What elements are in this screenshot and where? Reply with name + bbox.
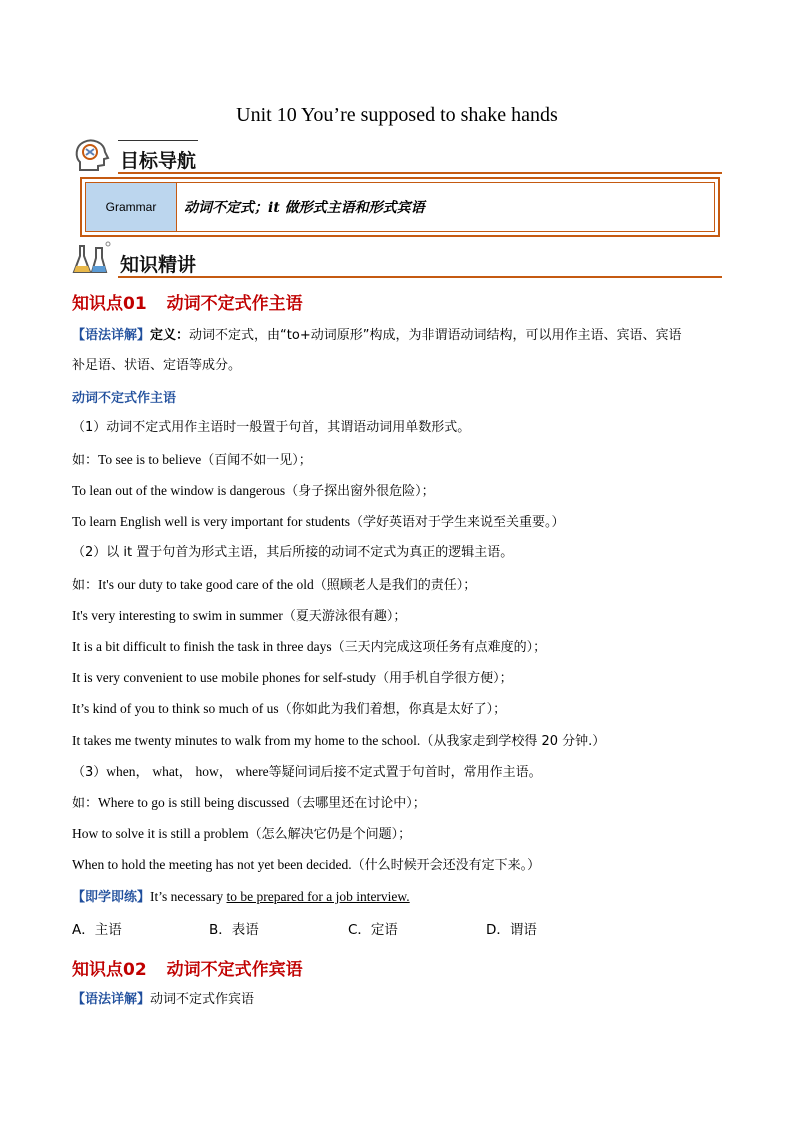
option-c[interactable]: C．定语	[348, 922, 398, 938]
brain-head-icon	[72, 136, 112, 176]
example-10-en: Where to go is still being discussed	[98, 795, 290, 810]
header-topline	[118, 140, 198, 141]
example-6-cn: （三天内完成这项任务有点难度的）；	[331, 640, 547, 655]
example-11	[72, 824, 732, 845]
grammar-table-col1: Grammar	[86, 183, 177, 231]
example-prefix: 如：	[72, 453, 99, 468]
knowledge-section-label: 知识精讲	[120, 254, 197, 276]
example-9-cn: （从我家走到学校得 20 分钟.）	[420, 734, 606, 749]
example-1	[72, 450, 732, 471]
example-12-en: When to hold the meeting has not yet been decided.	[72, 857, 352, 872]
example-8	[72, 699, 732, 720]
example-prefix: 如：	[72, 796, 99, 811]
kp1-rule3	[72, 762, 732, 783]
goal-section-rule	[118, 172, 722, 174]
example-6	[72, 637, 732, 658]
goal-section-label: 目标导航	[120, 150, 197, 172]
example-2	[72, 481, 732, 502]
option-d[interactable]: D．谓语	[486, 922, 537, 938]
practice-underlined: to be prepared for a job interview.	[226, 889, 410, 904]
example-10-cn: （去哪里还在讨论中）；	[289, 796, 426, 811]
example-3	[72, 512, 732, 533]
example-6-en: It is a bit difficult to finish the task in three days	[72, 639, 332, 654]
kp2-detail	[72, 990, 732, 1010]
example-1-en: To see is to believe	[98, 452, 202, 467]
practice-tag: 【即学即练】	[72, 890, 151, 905]
kp2-detail-text: 动词不定式作宾语	[150, 992, 255, 1007]
kp1-rule2: （2）以 it 置于句首为形式主语，其后所接的动词不定式为真正的逻辑主语。	[72, 545, 514, 560]
example-9-en: It takes me twenty minutes to walk from my home to the school.	[72, 733, 421, 748]
knowledge-point-01-heading	[72, 289, 303, 314]
knowledge-section-header	[72, 238, 722, 282]
example-12-cn: （什么时候开会还没有定下来。）	[351, 858, 541, 873]
example-2-en: To lean out of the window is dangerous	[72, 483, 286, 498]
kp1-title: 动词不定式作主语	[166, 294, 303, 314]
example-prefix: 如：	[72, 578, 99, 593]
kp1-detail-line2: 补足语、状语、定语等成分。	[72, 358, 242, 373]
example-7-en: It is very convenient to use mobile phones for self-study	[72, 670, 377, 685]
option-b[interactable]: B．表语	[209, 922, 259, 938]
example-3-cn: （学好英语对于学生来说至关重要。）	[350, 515, 565, 530]
example-9	[72, 731, 732, 752]
kp1-number: 知识点01	[72, 294, 147, 314]
kp1-detail-def: 定义：	[150, 328, 190, 343]
goal-section-header	[72, 136, 722, 180]
kp1-detail-text1: 动词不定式，由“to+动词原形”构成，为非谓语动词结构，可以用作主语、宾语、宾语	[189, 328, 682, 343]
kp1-rule1: （1）动词不定式用作主语时一般置于句首，其谓语动词用单数形式。	[72, 420, 471, 435]
example-3-en: To learn English well is very important for students	[72, 514, 351, 529]
example-7-cn: （用手机自学很方便）；	[376, 671, 513, 686]
practice-text: It’s necessary	[150, 889, 227, 904]
grammar-table-col2: 动词不定式；it 做形式主语和形式宾语	[184, 200, 425, 216]
practice-options	[72, 918, 722, 940]
grammar-table	[80, 177, 720, 237]
example-7	[72, 668, 732, 689]
kp2-title: 动词不定式作宾语	[166, 960, 303, 980]
example-11-cn: （怎么解决它仍是个问题）；	[248, 827, 412, 842]
example-5	[72, 606, 732, 627]
knowledge-section-rule	[118, 276, 722, 278]
rule3-text: 等疑问词后接不定式置于句首时，常用作主语。	[268, 765, 542, 780]
kp1-subheading: 动词不定式作主语	[72, 391, 177, 406]
example-5-cn: （夏天游泳很有趣）；	[282, 609, 407, 624]
kp2-detail-tag: 【语法详解】	[72, 992, 151, 1007]
example-4	[72, 575, 732, 596]
page-title: Unit 10 You’re supposed to shake hands	[236, 104, 558, 126]
example-2-cn: （身子探出窗外很危险）；	[285, 484, 435, 499]
example-8-cn: （你如此为我们着想，你真是太好了）；	[278, 702, 507, 717]
example-4-en: It's our duty to take good care of the old	[98, 577, 314, 592]
rule3-words: when， what， how， where	[106, 764, 269, 779]
example-8-en: It’s kind of you to think so much of us	[72, 701, 279, 716]
example-10	[72, 793, 732, 814]
practice-question	[72, 887, 732, 908]
kp1-detail-tag: 【语法详解】	[72, 328, 151, 343]
knowledge-point-02-heading	[72, 955, 303, 980]
flask-icon	[72, 238, 112, 278]
rule3-prefix: （3）	[72, 765, 107, 780]
example-11-en: How to solve it is still a problem	[72, 826, 249, 841]
option-a[interactable]: A．主语	[72, 922, 122, 938]
kp1-detail-line1	[72, 326, 732, 346]
example-1-cn: （百闻不如一见）；	[201, 453, 312, 468]
example-5-en: It's very interesting to swim in summer	[72, 608, 283, 623]
grammar-table-inner	[85, 182, 715, 232]
example-12	[72, 855, 732, 876]
example-4-cn: （照顾老人是我们的责任）；	[313, 578, 477, 593]
kp2-number: 知识点02	[72, 960, 147, 980]
